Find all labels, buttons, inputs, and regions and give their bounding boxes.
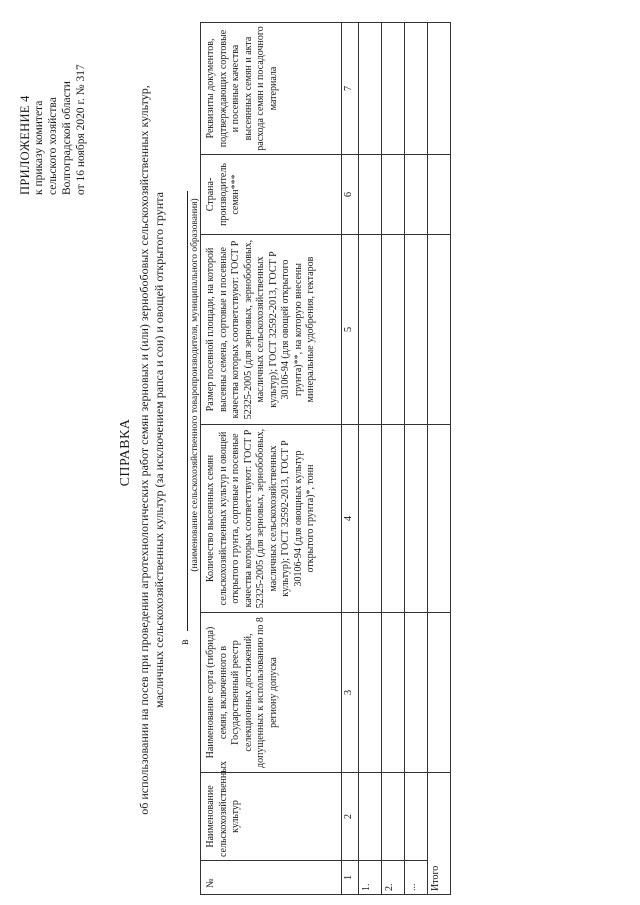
appendix-line-5: от 16 ноября 2020 г. № 317 bbox=[75, 64, 87, 195]
row-label: 1. bbox=[359, 861, 382, 895]
table-cell[interactable] bbox=[428, 23, 451, 155]
table-cell[interactable] bbox=[428, 425, 451, 613]
table-cell[interactable] bbox=[359, 425, 382, 613]
table-cell[interactable] bbox=[359, 23, 382, 155]
header-cell-seed-quantity: Количество высеянных семян сельскохозяйственных культур и овощей открытого грунта, сортовые и посевные качества которых соответствуют: ГОСТ Р 52325-2005 (для зерновых, зернобобовых, масличных сельскохозяйственных культур); ГОСТ 32592-2013, ГОСТ Р 30106-94 (для овощных культур открытого грунта)*, тонн bbox=[201, 425, 342, 613]
header-cell-sown-area: Размер посевной площади, на которой высеяны семена, сортовые и посевные качества которых соответствуют: ГОСТ Р 52325-2005 (для зерновых, зернобобовых, масличных сельскохозяйственных культур); ГОСТ 32592-2013, ГОСТ Р 30106-94 (для овощей открытого грунта)**, на которую внесены минеральные удобрения, гектаров bbox=[201, 235, 342, 425]
column-number-row bbox=[342, 23, 359, 895]
table-row bbox=[382, 23, 405, 895]
table-cell[interactable] bbox=[382, 773, 405, 861]
header-cell-country: Страна-производитель семян*** bbox=[201, 155, 342, 235]
appendix-line-2: к приказу комитета bbox=[33, 100, 45, 195]
report-table bbox=[200, 22, 451, 895]
column-number: 3 bbox=[342, 613, 359, 773]
table-cell[interactable] bbox=[405, 425, 428, 613]
owner-hint: (наименование сельскохозяйственного товаропроизводителя, муниципального образования) bbox=[190, 198, 200, 572]
row-label: 2. bbox=[382, 861, 405, 895]
document-title: СПРАВКА bbox=[118, 418, 133, 487]
table-cell[interactable] bbox=[359, 613, 382, 773]
table-row bbox=[405, 23, 428, 895]
subtitle-line-2: масличных сельскохозяйственных культур (за исключением рапса и сои) и овощей открытого грунта bbox=[152, 192, 166, 708]
table-row bbox=[359, 23, 382, 895]
table-cell[interactable] bbox=[359, 235, 382, 425]
owner-prefix: в bbox=[177, 639, 191, 645]
header-cell-crop: Наименование сельскохозяйственных культур bbox=[201, 773, 342, 861]
owner-underline bbox=[177, 191, 188, 631]
column-number: 2 bbox=[342, 773, 359, 861]
appendix-line-1: ПРИЛОЖЕНИЕ 4 bbox=[18, 95, 32, 195]
row-label: ... bbox=[405, 861, 428, 895]
appendix-block bbox=[18, 15, 88, 195]
table-header-row bbox=[201, 23, 342, 895]
table-cell[interactable] bbox=[382, 425, 405, 613]
column-number: 7 bbox=[342, 23, 359, 155]
table-cell[interactable] bbox=[405, 235, 428, 425]
table-total-row bbox=[428, 23, 451, 895]
column-number: 5 bbox=[342, 235, 359, 425]
table-cell[interactable] bbox=[428, 235, 451, 425]
column-number: 4 bbox=[342, 425, 359, 613]
column-number: 1 bbox=[342, 861, 359, 895]
table-cell[interactable] bbox=[382, 23, 405, 155]
appendix-line-4: Волгоградской области bbox=[61, 81, 73, 195]
table-cell[interactable] bbox=[405, 155, 428, 235]
header-cell-documents: Реквизиты документов, подтверждающих сортовые и посевные качества высеянных семян и акта расхода семян и посадочного материала bbox=[201, 23, 342, 155]
total-label: Итого bbox=[428, 773, 451, 895]
table-cell[interactable] bbox=[405, 23, 428, 155]
header-cell-variety: Наименование сорта (гибрида) семян, включенного в Государственный реестр селекционных достижений, допущенных к использованию по 8 региону допуска bbox=[201, 613, 342, 773]
column-number: 6 bbox=[342, 155, 359, 235]
table-cell[interactable] bbox=[382, 155, 405, 235]
table-cell[interactable] bbox=[382, 613, 405, 773]
table-cell[interactable] bbox=[359, 773, 382, 861]
table-cell[interactable] bbox=[405, 773, 428, 861]
table-cell[interactable] bbox=[359, 155, 382, 235]
table-cell[interactable] bbox=[405, 613, 428, 773]
table-cell[interactable] bbox=[382, 235, 405, 425]
header-cell-number: № bbox=[201, 861, 342, 895]
table-cell[interactable] bbox=[428, 613, 451, 773]
subtitle-line-1: об использовании на посев при проведении агротехнологических работ семян зерновых и (или) зернобобовых сельскохозяйственных культур, bbox=[137, 85, 151, 815]
appendix-line-3: сельского хозяйства bbox=[47, 97, 59, 195]
document-subtitle bbox=[137, 55, 167, 845]
table-cell[interactable] bbox=[428, 155, 451, 235]
